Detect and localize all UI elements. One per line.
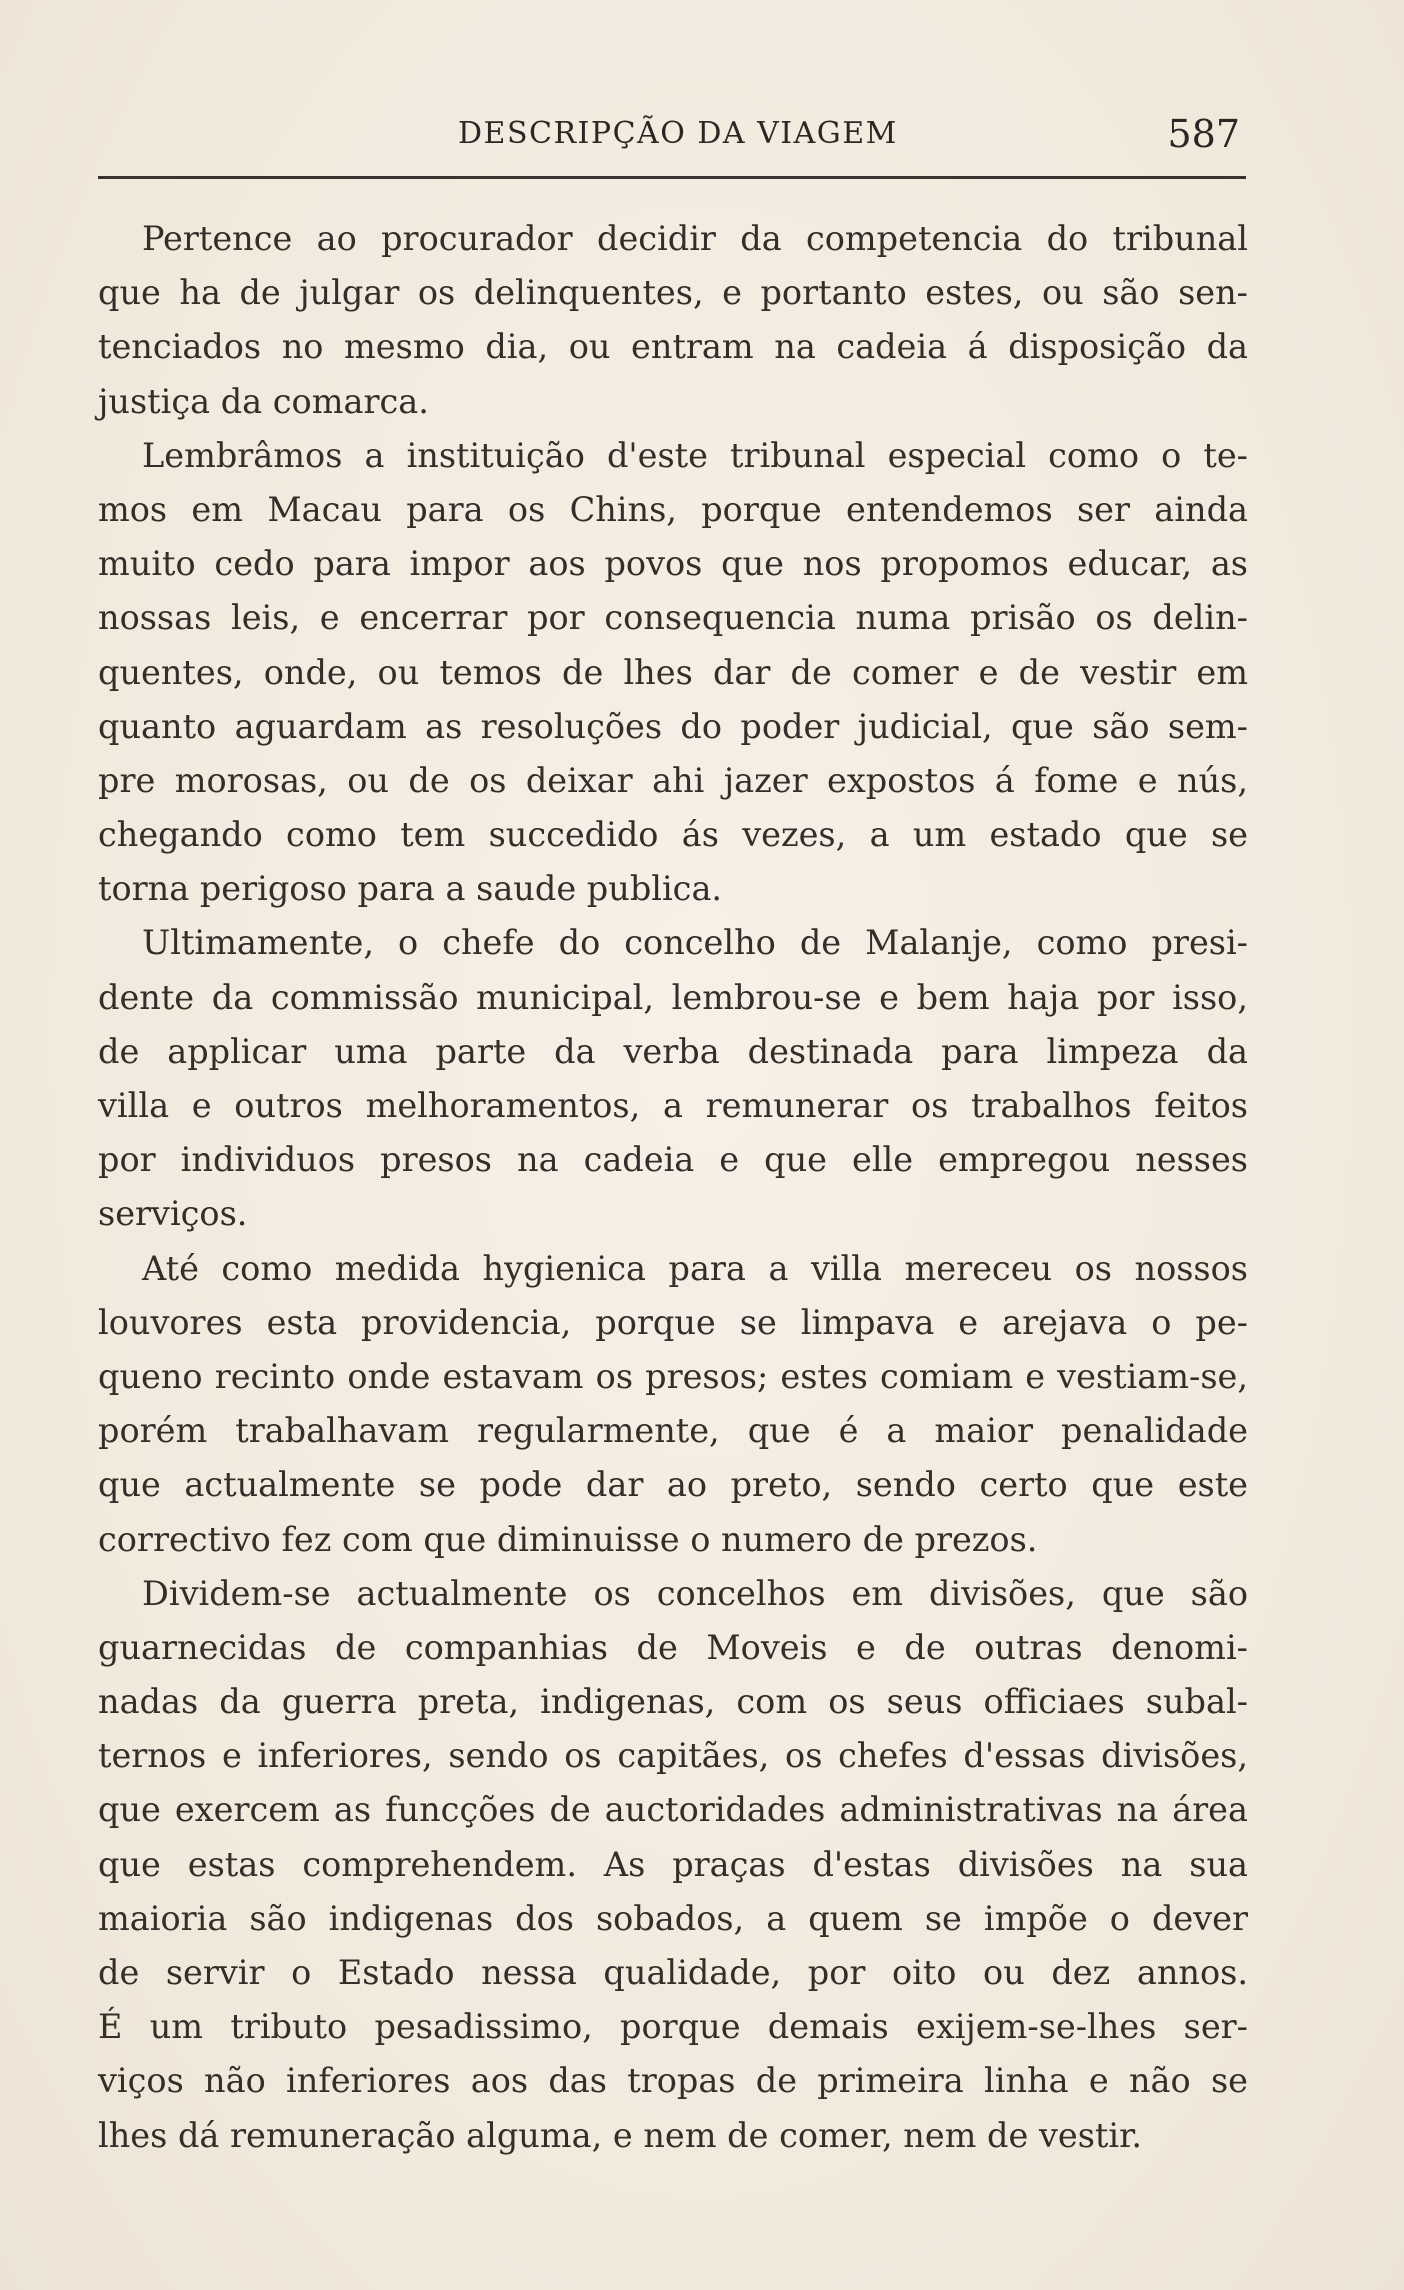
text-line: Pertence ao procurador decidir da competencia do tribunal bbox=[142, 219, 1248, 258]
page-number: 587 bbox=[1167, 112, 1240, 156]
text-line: por individuos presos na cadeia e que elle empregou nesses bbox=[98, 1140, 1248, 1180]
text-line: pre morosas, ou de os deixar ahi jazer expostos á fome e nús, bbox=[98, 760, 1248, 800]
text-line: porém trabalhavam regularmente, que é a maior penalidade bbox=[98, 1411, 1248, 1451]
text-line: quanto aguardam as resoluções do poder judicial, que são sem- bbox=[98, 706, 1248, 746]
running-title: DESCRIPÇÃO DA VIAGEM bbox=[458, 116, 898, 151]
text-line: correctivo fez com que diminuisse o numero de prezos. bbox=[98, 1519, 1038, 1559]
text-line: guarnecidas de companhias de Moveis e de outras denomi- bbox=[98, 1627, 1248, 1667]
text-line: dente da commissão municipal, lembrou-se e bem haja por isso, bbox=[98, 977, 1248, 1017]
text-line: justiça da comarca. bbox=[98, 381, 429, 421]
body-text bbox=[98, 212, 1248, 2163]
text-line: serviços. bbox=[98, 1194, 248, 1234]
text-line: de applicar uma parte da verba destinada para limpeza da bbox=[98, 1031, 1248, 1071]
text-line: que actualmente se pode dar ao preto, sendo certo que este bbox=[98, 1465, 1248, 1505]
text-line: ternos e inferiores, sendo os capitães, os chefes d'essas divisões, bbox=[98, 1736, 1248, 1776]
text-line: que estas comprehendem. As praças d'estas divisões na sua bbox=[98, 1844, 1248, 1884]
text-line: lhes dá remuneração alguma, e nem de comer, nem de vestir. bbox=[98, 2115, 1143, 2155]
text-line: É um tributo pesadissimo, porque demais exijem-se-lhes ser- bbox=[98, 2007, 1248, 2047]
text-line: nossas leis, e encerrar por consequencia numa prisão os delin- bbox=[98, 598, 1248, 638]
text-line: queno recinto onde estavam os presos; estes comiam e vestiam-se, bbox=[98, 1356, 1248, 1396]
text-line: Ultimamente, o chefe do concelho de Malanje, como presi- bbox=[142, 923, 1248, 963]
text-line: tenciados no mesmo dia, ou entram na cadeia á disposição da bbox=[98, 327, 1248, 367]
text-line: viços não inferiores aos das tropas de primeira linha e não se bbox=[98, 2061, 1248, 2101]
page-header bbox=[98, 108, 1248, 168]
text-line: muito cedo para impor aos povos que nos propomos educar, as bbox=[98, 544, 1248, 584]
text-line: Até como medida hygienica para a villa mereceu os nossos bbox=[142, 1248, 1248, 1288]
text-line: maioria são indigenas dos sobados, a quem se impõe o dever bbox=[98, 1898, 1248, 1938]
text-line: quentes, onde, ou temos de lhes dar de comer e de vestir em bbox=[98, 652, 1248, 692]
text-line: de servir o Estado nessa qualidade, por oito ou dez annos. bbox=[98, 1953, 1248, 1992]
text-line: que exercem as funcções de auctoridades administrativas na área bbox=[98, 1790, 1248, 1830]
text-line: torna perigoso para a saude publica. bbox=[98, 869, 723, 909]
text-line: chegando como tem succedido ás vezes, a um estado que se bbox=[98, 815, 1248, 855]
text-line: mos em Macau para os Chins, porque entendemos ser ainda bbox=[98, 489, 1248, 529]
text-line: Dividem-se actualmente os concelhos em divisões, que são bbox=[142, 1573, 1248, 1613]
text-line: que ha de julgar os delinquentes, e portanto estes, ou são sen- bbox=[98, 273, 1248, 313]
text-line: louvores esta providencia, porque se limpava e arejava o pe- bbox=[98, 1302, 1248, 1342]
text-line: nadas da guerra preta, indigenas, com os seus officiaes subal- bbox=[98, 1682, 1248, 1722]
text-line: villa e outros melhoramentos, a remunerar os trabalhos feitos bbox=[98, 1086, 1248, 1125]
text-line: Lembrâmos a instituição d'este tribunal especial como o te- bbox=[142, 435, 1248, 475]
header-rule bbox=[98, 176, 1246, 179]
